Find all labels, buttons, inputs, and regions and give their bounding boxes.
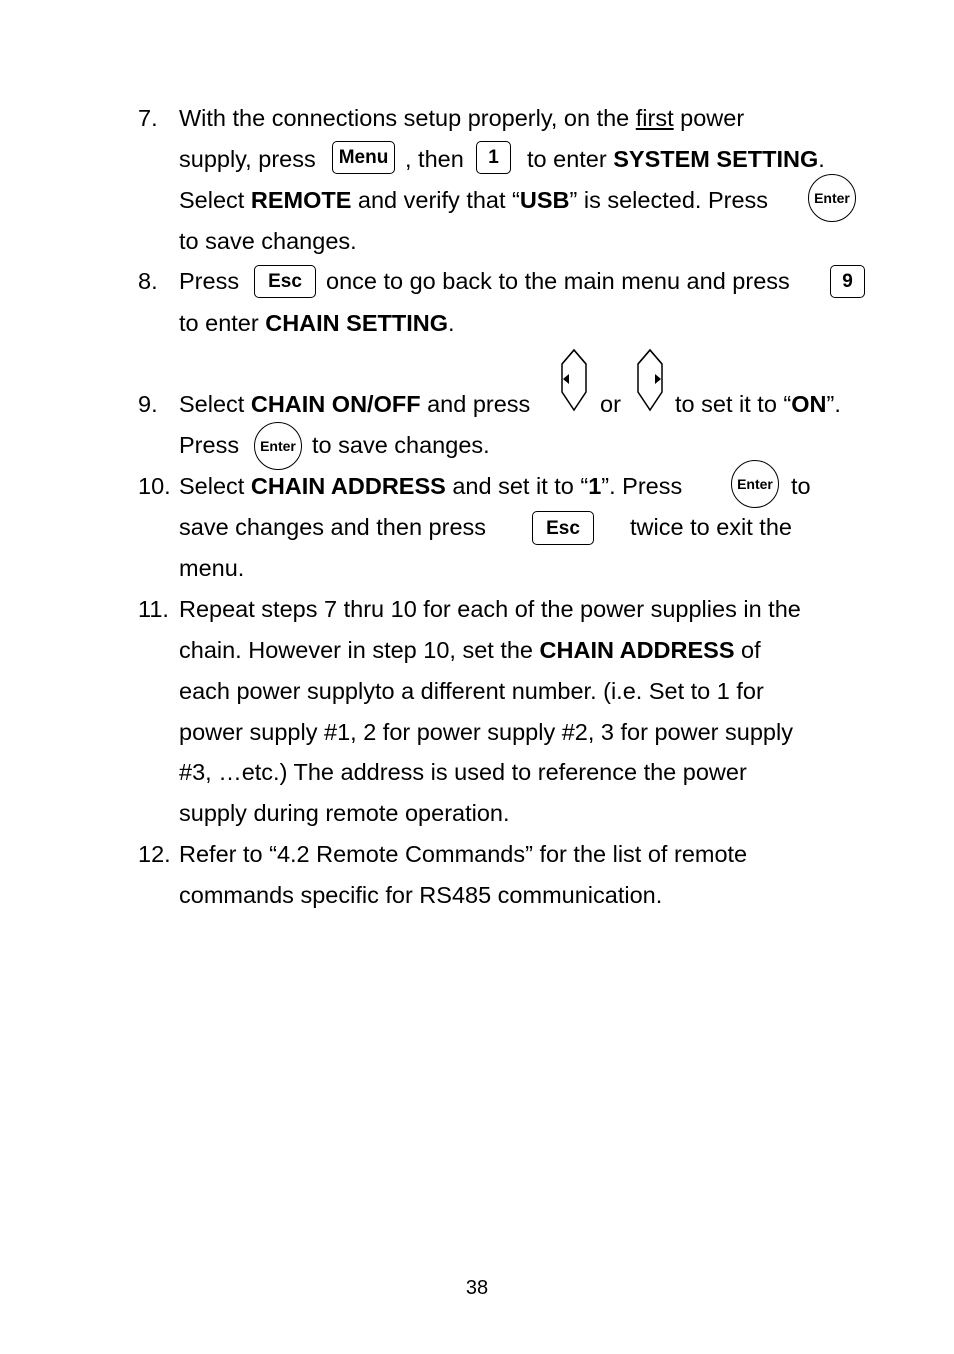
- step-7-line-2c: [527, 145, 825, 173]
- step-7-line-2b: , then: [405, 146, 464, 172]
- step-8-line-1b: once to go back to the main menu and press: [326, 268, 790, 294]
- step-11-line-1: Repeat steps 7 thru 10 for each of the power supplies in the: [179, 596, 801, 622]
- text: ” is selected. Press: [569, 187, 769, 213]
- step-7-line-4: to save changes.: [179, 228, 357, 254]
- chain-address-label: CHAIN ADDRESS: [539, 637, 735, 663]
- step-9-line-1a: [179, 390, 530, 418]
- step-9-line-2a: Press: [179, 432, 240, 458]
- emphasis-first: first: [635, 105, 674, 131]
- text: ”.: [826, 391, 841, 417]
- text: power: [673, 105, 745, 131]
- one-key: 1: [476, 141, 511, 174]
- remote-label: REMOTE: [250, 187, 352, 213]
- left-arrow-key-icon: [558, 348, 590, 412]
- step-10-line-2b: twice to exit the: [630, 514, 792, 540]
- step-10-line-3: menu.: [179, 555, 245, 581]
- text: With the connections setup properly, on the: [179, 105, 636, 131]
- step-7-line-2a: supply, press: [179, 146, 316, 172]
- step-10-line-1a: [179, 472, 682, 500]
- step-7-number: 7.: [138, 105, 158, 131]
- step-8-number: 8.: [138, 268, 158, 294]
- text: Select: [179, 187, 251, 213]
- text: chain. However in step 10, set the: [179, 637, 540, 663]
- text: and set it to “: [445, 473, 589, 499]
- enter-key: Enter: [254, 422, 302, 470]
- text: and verify that “: [351, 187, 520, 213]
- step-11-line-2: [179, 636, 761, 664]
- step-12-number: 12.: [138, 841, 171, 867]
- page-number: 38: [465, 1277, 489, 1299]
- step-11-line-3: each power supplyto a different number. (i.e. Set to 1 for: [179, 678, 764, 704]
- chain-setting-label: CHAIN SETTING: [265, 310, 449, 336]
- right-arrow-key-icon: [634, 348, 666, 412]
- on-label: ON: [791, 391, 827, 417]
- text: to enter: [179, 310, 266, 336]
- enter-key: Enter: [731, 460, 779, 508]
- chain-on-off-label: CHAIN ON/OFF: [250, 391, 421, 417]
- step-9-line-2b: to save changes.: [312, 432, 490, 458]
- step-8-line-1a: Press: [179, 268, 240, 294]
- step-11-line-4: power supply #1, 2 for power supply #2, 3 for power supply: [179, 719, 793, 745]
- step-9-or: or: [600, 391, 621, 417]
- step-7-line-3: [179, 186, 768, 214]
- step-9-line-1c: [675, 390, 841, 418]
- step-7-line-1: [179, 104, 744, 132]
- menu-key: Menu: [332, 141, 395, 174]
- step-8-line-2: [179, 309, 455, 337]
- text: Select: [179, 473, 251, 499]
- text: and press: [420, 391, 531, 417]
- step-10-number: 10.: [138, 473, 171, 499]
- step-9-number: 9.: [138, 391, 158, 417]
- usb-label: USB: [519, 187, 570, 213]
- esc-key: Esc: [532, 511, 594, 545]
- enter-key: Enter: [808, 174, 856, 222]
- step-11-line-6: supply during remote operation.: [179, 800, 510, 826]
- step-10-line-2a: save changes and then press: [179, 514, 487, 540]
- step-12-line-1: Refer to “4.2 Remote Commands” for the list of remote: [179, 841, 748, 867]
- step-10-line-1d: to: [791, 473, 811, 499]
- step-11-number: 11.: [138, 596, 169, 622]
- chain-address-label: CHAIN ADDRESS: [250, 473, 446, 499]
- step-11-line-5: #3, …etc.) The address is used to reference the power: [179, 759, 747, 785]
- text: of: [734, 637, 761, 663]
- text: Select: [179, 391, 251, 417]
- text: ”. Press: [601, 473, 683, 499]
- text: to set it to “: [675, 391, 792, 417]
- text: .: [818, 146, 825, 172]
- text: to enter: [527, 146, 614, 172]
- esc-key: Esc: [254, 265, 316, 298]
- nine-key: 9: [830, 265, 865, 298]
- step-12-line-2: commands specific for RS485 communication.: [179, 882, 663, 908]
- system-setting-label: SYSTEM SETTING: [613, 146, 819, 172]
- text: .: [448, 310, 455, 336]
- address-one-label: 1: [588, 473, 602, 499]
